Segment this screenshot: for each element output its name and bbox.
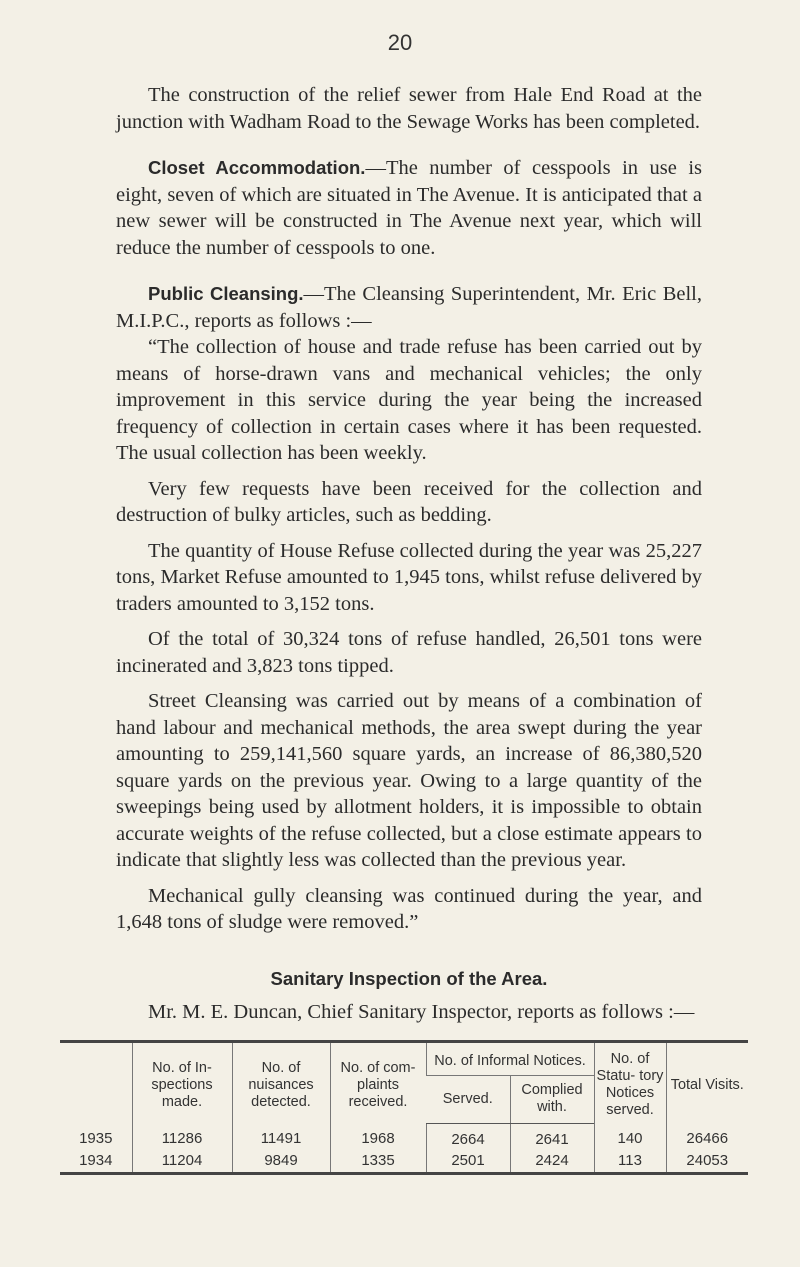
cleansing-paragraph bbox=[116, 281, 702, 334]
row-statutory: 140 bbox=[594, 1123, 666, 1150]
row-served: 2501 bbox=[426, 1150, 510, 1174]
row-nuisances: 9849 bbox=[232, 1150, 330, 1174]
sanitary-heading: Sanitary Inspection of the Area. bbox=[270, 967, 548, 989]
row-visits: 24053 bbox=[666, 1150, 748, 1174]
complaints-header: No. of com- plaints received. bbox=[330, 1042, 426, 1124]
sanitary-intro: Mr. M. E. Duncan, Chief Sanitary Inspector, reports as follows :— bbox=[148, 1000, 695, 1023]
gully-paragraph: Mechanical gully cleansing was continued during the year, and 1,648 tons of sludge were removed.” bbox=[116, 884, 702, 933]
informal-notices-header: No. of Informal Notices. bbox=[426, 1042, 594, 1076]
street-paragraph: Street Cleansing was carried out by means of a combination of hand labour and mechanical methods, the area swept during the year amounting to 259,141,560 square yards, an increase of 86,380,520 square yards on the previous year. Owing to a large quantity of the sweepings being used by allotment holders, it is impossible to obtain accurate weights of the refuse collected, but a close estimate appears to indicate that slightly less was collected than the previous year. bbox=[116, 690, 702, 871]
total-visits-header: Total Visits. bbox=[666, 1042, 748, 1124]
row-nuisances: 11491 bbox=[232, 1123, 330, 1150]
row-statutory: 113 bbox=[594, 1150, 666, 1174]
row-visits: 26466 bbox=[666, 1123, 748, 1150]
page-number: 20 bbox=[387, 30, 413, 55]
row-served: 2664 bbox=[426, 1123, 510, 1150]
collection-paragraph: “The collection of house and trade refuse has been carried out by means of horse-drawn vans and mechanical vehicles; the only improvement in this service during the year being the increased frequency of collection in certain cases where it has been requested. The usual collection has been weekly. bbox=[116, 336, 702, 464]
closet-body: —The number of cesspools in use is eight, seven of which are situated in The Avenue. It is anticipated that a new sewer will be constructed in The Avenue next year, which will reduce the number of cesspools to one. bbox=[116, 157, 703, 259]
sanitary-statistics-table bbox=[60, 1040, 748, 1175]
table-row bbox=[60, 1123, 748, 1150]
nuisances-header: No. of nuisances detected. bbox=[232, 1042, 330, 1124]
closet-heading: Closet Accommodation. bbox=[148, 157, 366, 178]
row-complaints: 1968 bbox=[330, 1123, 426, 1150]
total-paragraph: Of the total of 30,324 tons of refuse handled, 26,501 tons were incinerated and 3,823 tons tipped. bbox=[116, 628, 702, 677]
row-complaints: 1335 bbox=[330, 1150, 426, 1174]
row-inspections: 11204 bbox=[132, 1150, 232, 1174]
year-header bbox=[60, 1042, 132, 1124]
statutory-notices-header: No. of Statu- tory Notices served. bbox=[594, 1042, 666, 1124]
served-header: Served. bbox=[426, 1076, 510, 1123]
closet-paragraph bbox=[116, 155, 702, 261]
row-year: 1934 bbox=[60, 1150, 132, 1174]
row-year: 1935 bbox=[79, 1130, 113, 1148]
table-row bbox=[60, 1150, 748, 1174]
sewer-paragraph: The construction of the relief sewer from Hale End Road at the junction with Wadham Road to the Sewage Works has been completed. bbox=[116, 84, 702, 133]
row-complied: 2424 bbox=[510, 1150, 594, 1174]
cleansing-body: —The Cleansing Superintendent, Mr. Eric Bell, M.I.P.C., reports as follows :— bbox=[116, 283, 702, 332]
inspections-header: No. of In- spections made. bbox=[132, 1042, 232, 1124]
bulky-paragraph: Very few requests have been received for the collection and destruction of bulky articles, such as bedding. bbox=[116, 477, 702, 526]
row-complied: 2641 bbox=[510, 1123, 594, 1150]
cleansing-heading: Public Cleansing. bbox=[148, 283, 304, 304]
complied-header: Complied with. bbox=[510, 1076, 594, 1123]
row-inspections: 11286 bbox=[132, 1123, 232, 1150]
page-body bbox=[116, 82, 702, 1025]
quantity-paragraph: The quantity of House Refuse collected during the year was 25,227 tons, Market Refuse amounted to 1,945 tons, whilst refuse delivered by traders amounted to 3,152 tons. bbox=[116, 539, 702, 615]
